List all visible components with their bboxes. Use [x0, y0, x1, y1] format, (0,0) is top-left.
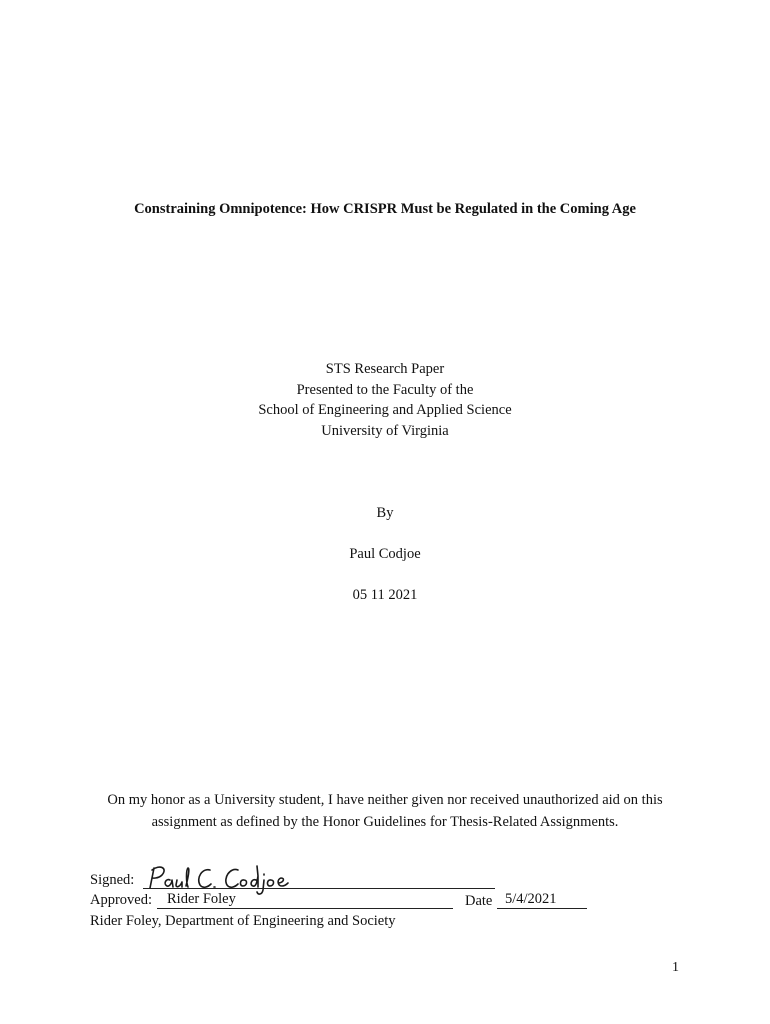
department-line: Rider Foley, Department of Engineering and Society [90, 913, 396, 929]
paper-type: STS Research Paper [325, 361, 445, 377]
date-label: Date [465, 893, 493, 909]
school-name: School of Engineering and Applied Science [258, 402, 512, 418]
approver-name: Rider Foley [167, 891, 236, 907]
signed-label: Signed: [90, 872, 135, 888]
honor-pledge-line-1: On my honor as a University student, I have neither given nor received unauthorized aid on this [107, 792, 663, 808]
date-line [497, 908, 587, 909]
by-label: By [376, 505, 394, 521]
approval-line [157, 908, 453, 909]
university-name: University of Virginia [321, 422, 449, 439]
honor-pledge [0, 789, 770, 833]
approval-date: 5/4/2021 [505, 891, 557, 907]
page-number: 1 [672, 960, 679, 975]
signature-line [143, 888, 495, 889]
presentation-block [0, 359, 770, 441]
presented-to: Presented to the Faculty of the [296, 381, 474, 398]
author-name: Paul Codjoe [349, 546, 421, 562]
honor-pledge-line-2: assignment as defined by the Honor Guidelines for Thesis-Related Assignments. [151, 814, 619, 830]
paper-title: Constraining Omnipotence: How CRISPR Must be Regulated in the Coming Age [134, 201, 636, 217]
approved-label: Approved: [90, 892, 153, 908]
submission-date: 05 11 2021 [352, 587, 418, 603]
